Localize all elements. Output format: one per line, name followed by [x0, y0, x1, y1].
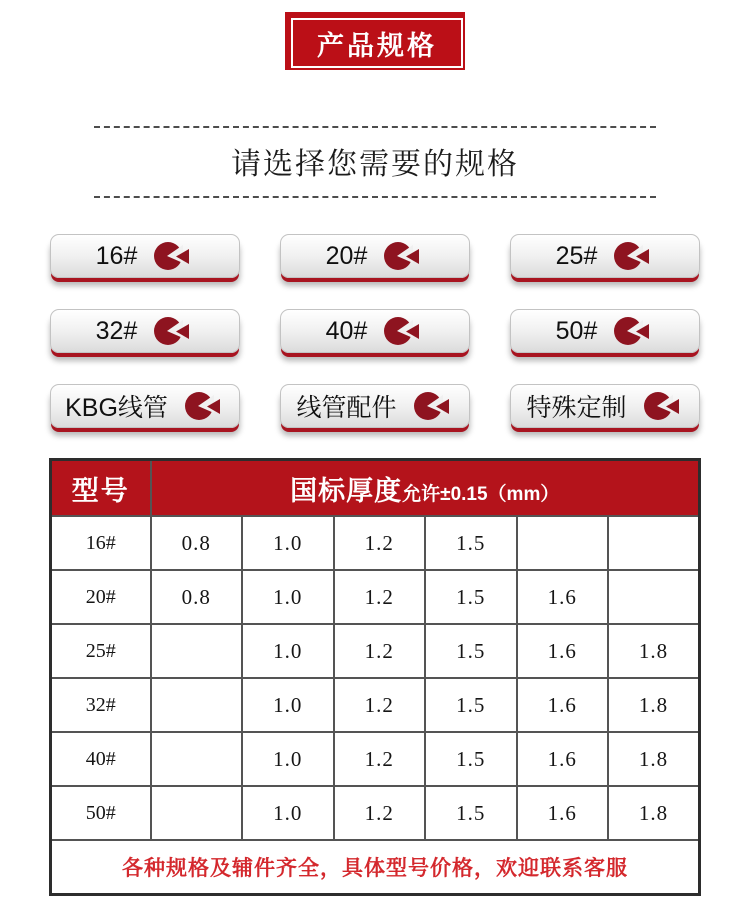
- thickness-cell: 1.2: [334, 786, 426, 840]
- product-spec-page: [0, 12, 750, 918]
- table-row: [51, 516, 700, 570]
- table-row: [51, 678, 700, 732]
- spec-button-conduit-fittings[interactable]: [280, 384, 470, 428]
- section-title: 请选择您需要的规格: [231, 148, 519, 181]
- spec-button-20[interactable]: [280, 234, 470, 278]
- thickness-cell: 1.5: [425, 678, 517, 732]
- banner: [285, 12, 465, 70]
- thickness-cell: 1.0: [242, 678, 334, 732]
- model-column-header: 型号: [51, 460, 151, 517]
- thickness-cell: 1.5: [425, 570, 517, 624]
- pie-slice-icon: [152, 238, 194, 274]
- thickness-cell: 1.0: [242, 516, 334, 570]
- thickness-header-sub: 允许±0.15（mm）: [402, 483, 560, 505]
- thickness-cell: 1.6: [517, 732, 609, 786]
- spec-button-32[interactable]: [50, 309, 240, 353]
- spec-button-label: 50#: [555, 316, 598, 345]
- pie-slice-icon: [382, 313, 424, 349]
- dashed-divider-bottom: [94, 196, 656, 198]
- thickness-cell: 1.2: [334, 624, 426, 678]
- section-title-block: [94, 126, 656, 198]
- thickness-cell: [608, 570, 700, 624]
- thickness-cell: 1.8: [608, 786, 700, 840]
- thickness-cell: 1.8: [608, 732, 700, 786]
- table-row: [51, 786, 700, 840]
- thickness-cell: 1.6: [517, 678, 609, 732]
- spec-button-label: 20#: [325, 241, 368, 270]
- thickness-cell: 1.5: [425, 732, 517, 786]
- pie-slice-icon: [642, 388, 684, 424]
- table-header-row: [51, 460, 700, 517]
- spec-button-40[interactable]: [280, 309, 470, 353]
- thickness-cell: 1.8: [608, 678, 700, 732]
- spec-button-16[interactable]: [50, 234, 240, 278]
- spec-button-label: 16#: [95, 241, 138, 270]
- table-row: [51, 624, 700, 678]
- spec-button-label: 线管配件: [296, 394, 397, 422]
- model-cell: 50#: [51, 786, 151, 840]
- thickness-cell: 1.0: [242, 624, 334, 678]
- spec-button-label: KBG线管: [65, 394, 168, 422]
- thickness-cell: 1.5: [425, 624, 517, 678]
- table-row: [51, 732, 700, 786]
- model-cell: 25#: [51, 624, 151, 678]
- thickness-cell: 1.5: [425, 786, 517, 840]
- thickness-cell: 1.2: [334, 732, 426, 786]
- thickness-cell: [151, 786, 243, 840]
- thickness-cell: 0.8: [151, 570, 243, 624]
- thickness-cell: 1.2: [334, 570, 426, 624]
- spec-button-label: 25#: [555, 241, 598, 270]
- model-cell: 16#: [51, 516, 151, 570]
- thickness-cell: 1.6: [517, 624, 609, 678]
- thickness-header-main: 国标厚度: [290, 475, 403, 506]
- thickness-cell: 1.0: [242, 570, 334, 624]
- thickness-column-header: [151, 460, 700, 517]
- thickness-cell: 1.0: [242, 732, 334, 786]
- pie-slice-icon: [152, 313, 194, 349]
- table-note-row: [51, 840, 700, 895]
- model-cell: 20#: [51, 570, 151, 624]
- spec-button-25[interactable]: [510, 234, 700, 278]
- spec-button-label: 特殊定制: [526, 394, 627, 422]
- pie-slice-icon: [612, 313, 654, 349]
- thickness-cell: 1.2: [334, 678, 426, 732]
- spec-button-grid: [50, 234, 700, 428]
- spec-table: [49, 458, 701, 896]
- spec-button-label: 40#: [325, 316, 368, 345]
- thickness-cell: 1.2: [334, 516, 426, 570]
- spec-button-label: 32#: [95, 316, 138, 345]
- thickness-cell: 1.8: [608, 624, 700, 678]
- thickness-cell: [608, 516, 700, 570]
- thickness-cell: [151, 678, 243, 732]
- thickness-cell: 0.8: [151, 516, 243, 570]
- pie-slice-icon: [183, 388, 225, 424]
- thickness-cell: 1.6: [517, 570, 609, 624]
- pie-slice-icon: [382, 238, 424, 274]
- spec-button-50[interactable]: [510, 309, 700, 353]
- spec-button-custom[interactable]: [510, 384, 700, 428]
- contact-note: 各种规格及辅件齐全，具体型号价格，欢迎联系客服: [51, 840, 700, 895]
- model-cell: 40#: [51, 732, 151, 786]
- spec-table-wrap: [49, 458, 701, 896]
- thickness-cell: 1.0: [242, 786, 334, 840]
- thickness-cell: 1.6: [517, 786, 609, 840]
- pie-slice-icon: [412, 388, 454, 424]
- pie-slice-icon: [612, 238, 654, 274]
- thickness-cell: [151, 732, 243, 786]
- spec-button-kbg-conduit[interactable]: [50, 384, 240, 428]
- model-cell: 32#: [51, 678, 151, 732]
- thickness-cell: [517, 516, 609, 570]
- table-row: [51, 570, 700, 624]
- thickness-cell: [151, 624, 243, 678]
- page-title: 产品规格: [291, 18, 463, 68]
- thickness-cell: 1.5: [425, 516, 517, 570]
